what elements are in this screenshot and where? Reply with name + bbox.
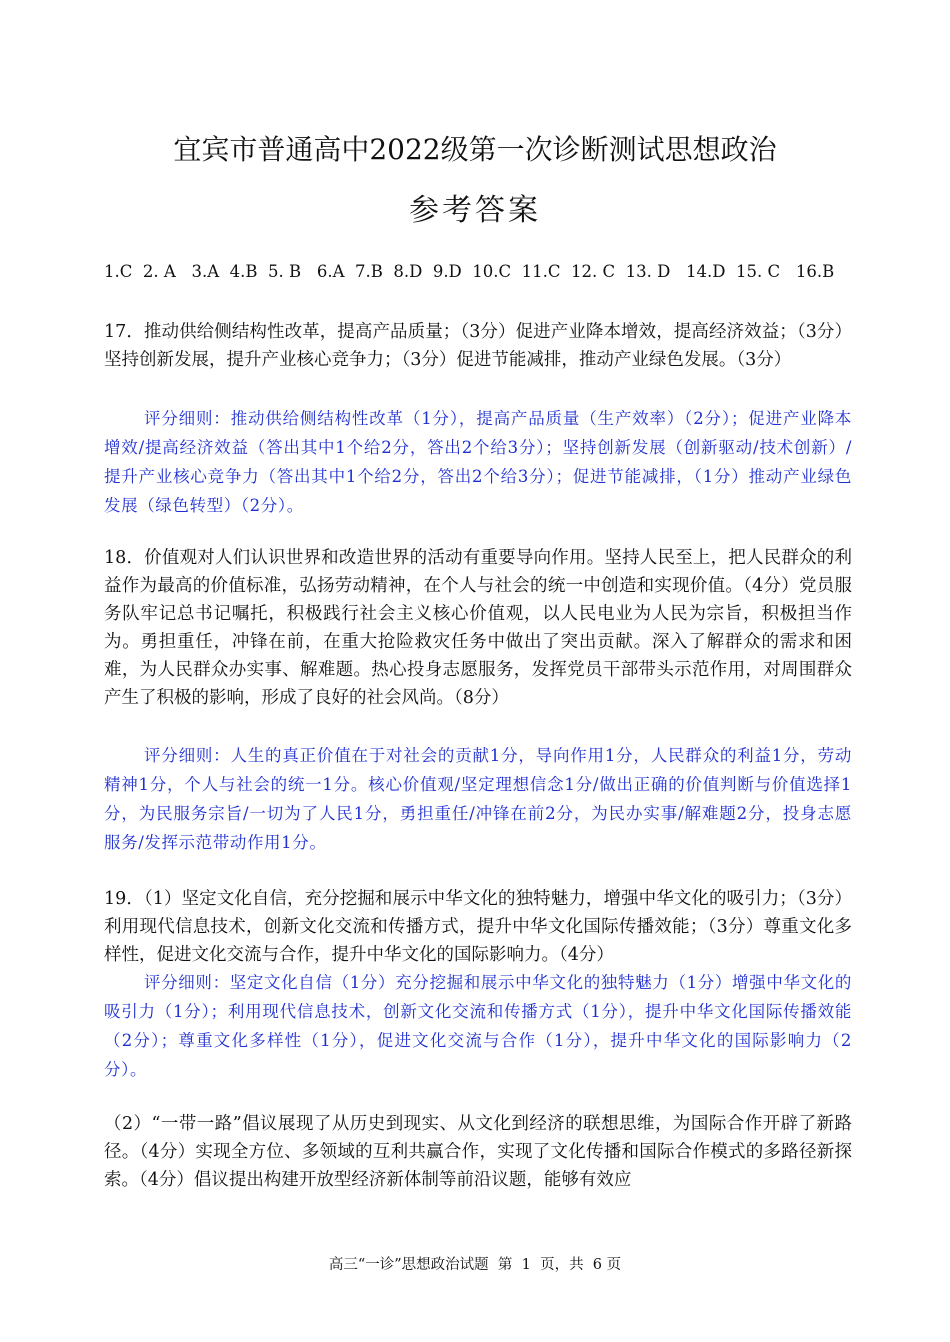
q17-answer: 17．推动供给侧结构性改革，提高产品质量；（3分）促进产业降本增效，提高经济效益；（3分）坚持创新发展，提升产业核心竞争力；（3分）促进节能减排，推动产业绿色发展。（3分） <box>104 322 852 370</box>
q19-part2-answer: （2）“一带一路”倡议展现了从历史到现实、从文化到经济的联想思维，为国际合作开辟了新路径。（4分）实现全方位、多领域的互利共赢合作，实现了文化传播和国际合作模式的多路径新探索。（4分）倡议提出构建开放型经济新体制等前沿议题，能够有效应 <box>104 1114 852 1190</box>
document-subtitle: 参考答案 <box>409 193 541 228</box>
q19-part1-rubric: 评分细则：坚定文化自信（1分）充分挖掘和展示中华文化的独特魅力（1分）增强中华文化的吸引力（1分）；利用现代信息技术，创新文化交流和传播方式（1分），提升中华文化国际传播效能（2分）；尊重文化多样性（1分），促进文化交流与合作（1分），提升中华文化的国际影响力（2分）。 <box>104 973 852 1079</box>
page-footer: 高三“一诊”思想政治试题 第 1 页，共 6 页 <box>328 1257 622 1273</box>
document-title: 宜宾市普通高中2022级第一次诊断测试思想政治 <box>173 133 777 166</box>
multiple-choice-answers: 1.C 2. A 3.A 4.B 5. B 6.A 7.B 8.D 9.D 10.C 11.C 12. C 13. D 14.D 15. C 16.B <box>104 262 835 281</box>
q18-answer: 18．价值观对人们认识世界和改造世界的活动有重要导向作用。坚持人民至上，把人民群众的利益作为最高的价值标准，弘扬劳动精神，在个人与社会的统一中创造和实现价值。（4分）党员服务队牢记总书记嘱托，积极践行社会主义核心价值观，以人民电业为人民为宗旨，积极担当作为。勇担重任，冲锋在前，在重大抢险救灾任务中做出了突出贡献。深入了解群众的需求和困难，为人民群众办实事、解难题。热心投身志愿服务，发挥党员干部带头示范作用，对周围群众产生了积极的影响，形成了良好的社会风尚。（8分） <box>104 548 852 708</box>
q19-part1-answer: 19．（1）坚定文化自信，充分挖掘和展示中华文化的独特魅力，增强中华文化的吸引力；（3分）利用现代信息技术，创新文化交流和传播方式，提升中华文化国际传播效能；（3分）尊重文化多样性，促进文化交流与合作，提升中华文化的国际影响力。（4分） <box>104 889 852 965</box>
q18-rubric: 评分细则：人生的真正价值在于对社会的贡献1分，导向作用1分，人民群众的利益1分，劳动精神1分，个人与社会的统一1分。核心价值观/坚定理想信念1分/做出正确的价值判断与价值选择1分，为民服务宗旨/一切为了人民1分，勇担重任/冲锋在前2分，为民办实事/解难题2分，投身志愿服务/发挥示范带动作用1分。 <box>104 746 852 852</box>
q17-rubric: 评分细则：推动供给侧结构性改革（1分），提高产品质量（生产效率）（2分）；促进产业降本增效/提高经济效益（答出其中1个给2分，答出2个给3分）；坚持创新发展（创新驱动/技术创新）/提升产业核心竞争力（答出其中1个给2分，答出2个给3分）；促进节能减排，（1分）推动产业绿色发展（绿色转型）（2分）。 <box>104 409 852 515</box>
